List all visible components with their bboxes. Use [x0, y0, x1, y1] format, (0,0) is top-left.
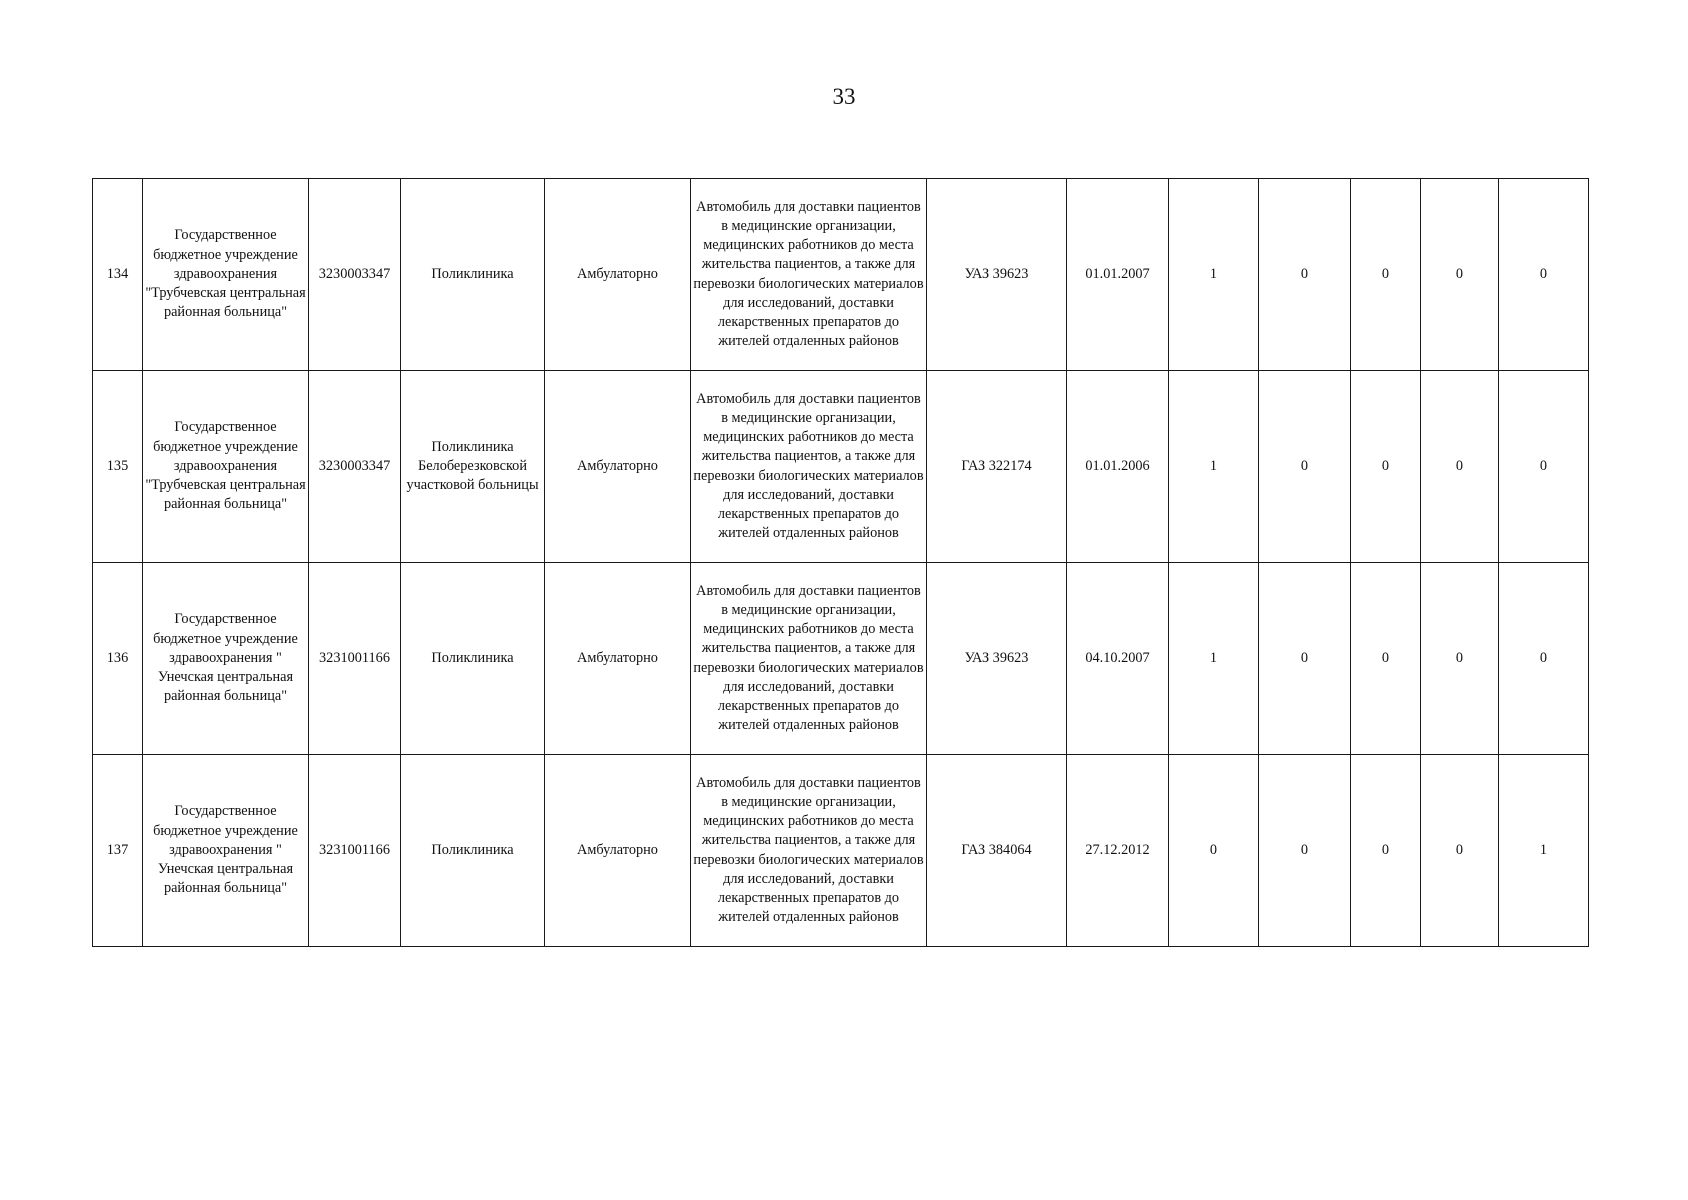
inn-value: 3231001166: [309, 563, 401, 755]
count-cell: 0: [1259, 371, 1351, 563]
vehicle-purpose: Автомобиль для доставки пациентов в медицинские организации, медицинских работников до места жительства пациентов, а также для перевозки биологических материалов для исследований, доставки лекарственных препаратов до жителей отдаленных районов: [691, 179, 927, 371]
vehicle-purpose: Автомобиль для доставки пациентов в медицинские организации, медицинских работников до места жительства пациентов, а также для перевозки биологических материалов для исследований, доставки лекарственных препаратов до жителей отдаленных районов: [691, 563, 927, 755]
count-cell: 0: [1351, 755, 1421, 947]
care-type: Амбулаторно: [545, 179, 691, 371]
institution-name: Государственное бюджетное учреждение здравоохранения " Унечская центральная районная больница": [143, 755, 309, 947]
vehicle-model: ГАЗ 322174: [927, 371, 1067, 563]
institution-name: Государственное бюджетное учреждение здравоохранения "Трубчевская центральная районная больница": [143, 371, 309, 563]
row-index: 135: [93, 371, 143, 563]
count-cell: 0: [1259, 179, 1351, 371]
count-cell: 0: [1421, 371, 1499, 563]
care-type: Амбулаторно: [545, 563, 691, 755]
count-cell: 0: [1259, 755, 1351, 947]
vehicle-model: УАЗ 39623: [927, 179, 1067, 371]
count-cell: 1: [1169, 179, 1259, 371]
count-cell: 0: [1499, 179, 1589, 371]
unit-name: Поликлиника: [401, 563, 545, 755]
inn-value: 3230003347: [309, 371, 401, 563]
count-cell: 1: [1169, 371, 1259, 563]
count-cell: 1: [1499, 755, 1589, 947]
table-row: [93, 371, 1589, 563]
row-index: 137: [93, 755, 143, 947]
count-cell: 0: [1499, 563, 1589, 755]
commission-date: 01.01.2007: [1067, 179, 1169, 371]
row-index: 136: [93, 563, 143, 755]
inn-value: 3231001166: [309, 755, 401, 947]
count-cell: 1: [1169, 563, 1259, 755]
table-row: [93, 563, 1589, 755]
commission-date: 01.01.2006: [1067, 371, 1169, 563]
institution-name: Государственное бюджетное учреждение здравоохранения "Трубчевская центральная районная больница": [143, 179, 309, 371]
vehicle-model: УАЗ 39623: [927, 563, 1067, 755]
inn-value: 3230003347: [309, 179, 401, 371]
commission-date: 27.12.2012: [1067, 755, 1169, 947]
vehicle-registry-table: [92, 178, 1589, 947]
table-row: [93, 179, 1589, 371]
vehicle-purpose: Автомобиль для доставки пациентов в медицинские организации, медицинских работников до места жительства пациентов, а также для перевозки биологических материалов для исследований, доставки лекарственных препаратов до жителей отдаленных районов: [691, 371, 927, 563]
vehicle-purpose: Автомобиль для доставки пациентов в медицинские организации, медицинских работников до места жительства пациентов, а также для перевозки биологических материалов для исследований, доставки лекарственных препаратов до жителей отдаленных районов: [691, 755, 927, 947]
page-number: 33: [832, 84, 856, 109]
unit-name: Поликлиника Белоберезковской участковой больницы: [401, 371, 545, 563]
count-cell: 0: [1421, 179, 1499, 371]
institution-name: Государственное бюджетное учреждение здравоохранения " Унечская центральная районная больница": [143, 563, 309, 755]
care-type: Амбулаторно: [545, 755, 691, 947]
unit-name: Поликлиника: [401, 755, 545, 947]
count-cell: 0: [1351, 563, 1421, 755]
count-cell: 0: [1421, 563, 1499, 755]
count-cell: 0: [1351, 371, 1421, 563]
commission-date: 04.10.2007: [1067, 563, 1169, 755]
care-type: Амбулаторно: [545, 371, 691, 563]
row-index: 134: [93, 179, 143, 371]
unit-name: Поликлиника: [401, 179, 545, 371]
count-cell: 0: [1169, 755, 1259, 947]
count-cell: 0: [1421, 755, 1499, 947]
count-cell: 0: [1499, 371, 1589, 563]
vehicle-model: ГАЗ 384064: [927, 755, 1067, 947]
count-cell: 0: [1259, 563, 1351, 755]
table-row: [93, 755, 1589, 947]
count-cell: 0: [1351, 179, 1421, 371]
